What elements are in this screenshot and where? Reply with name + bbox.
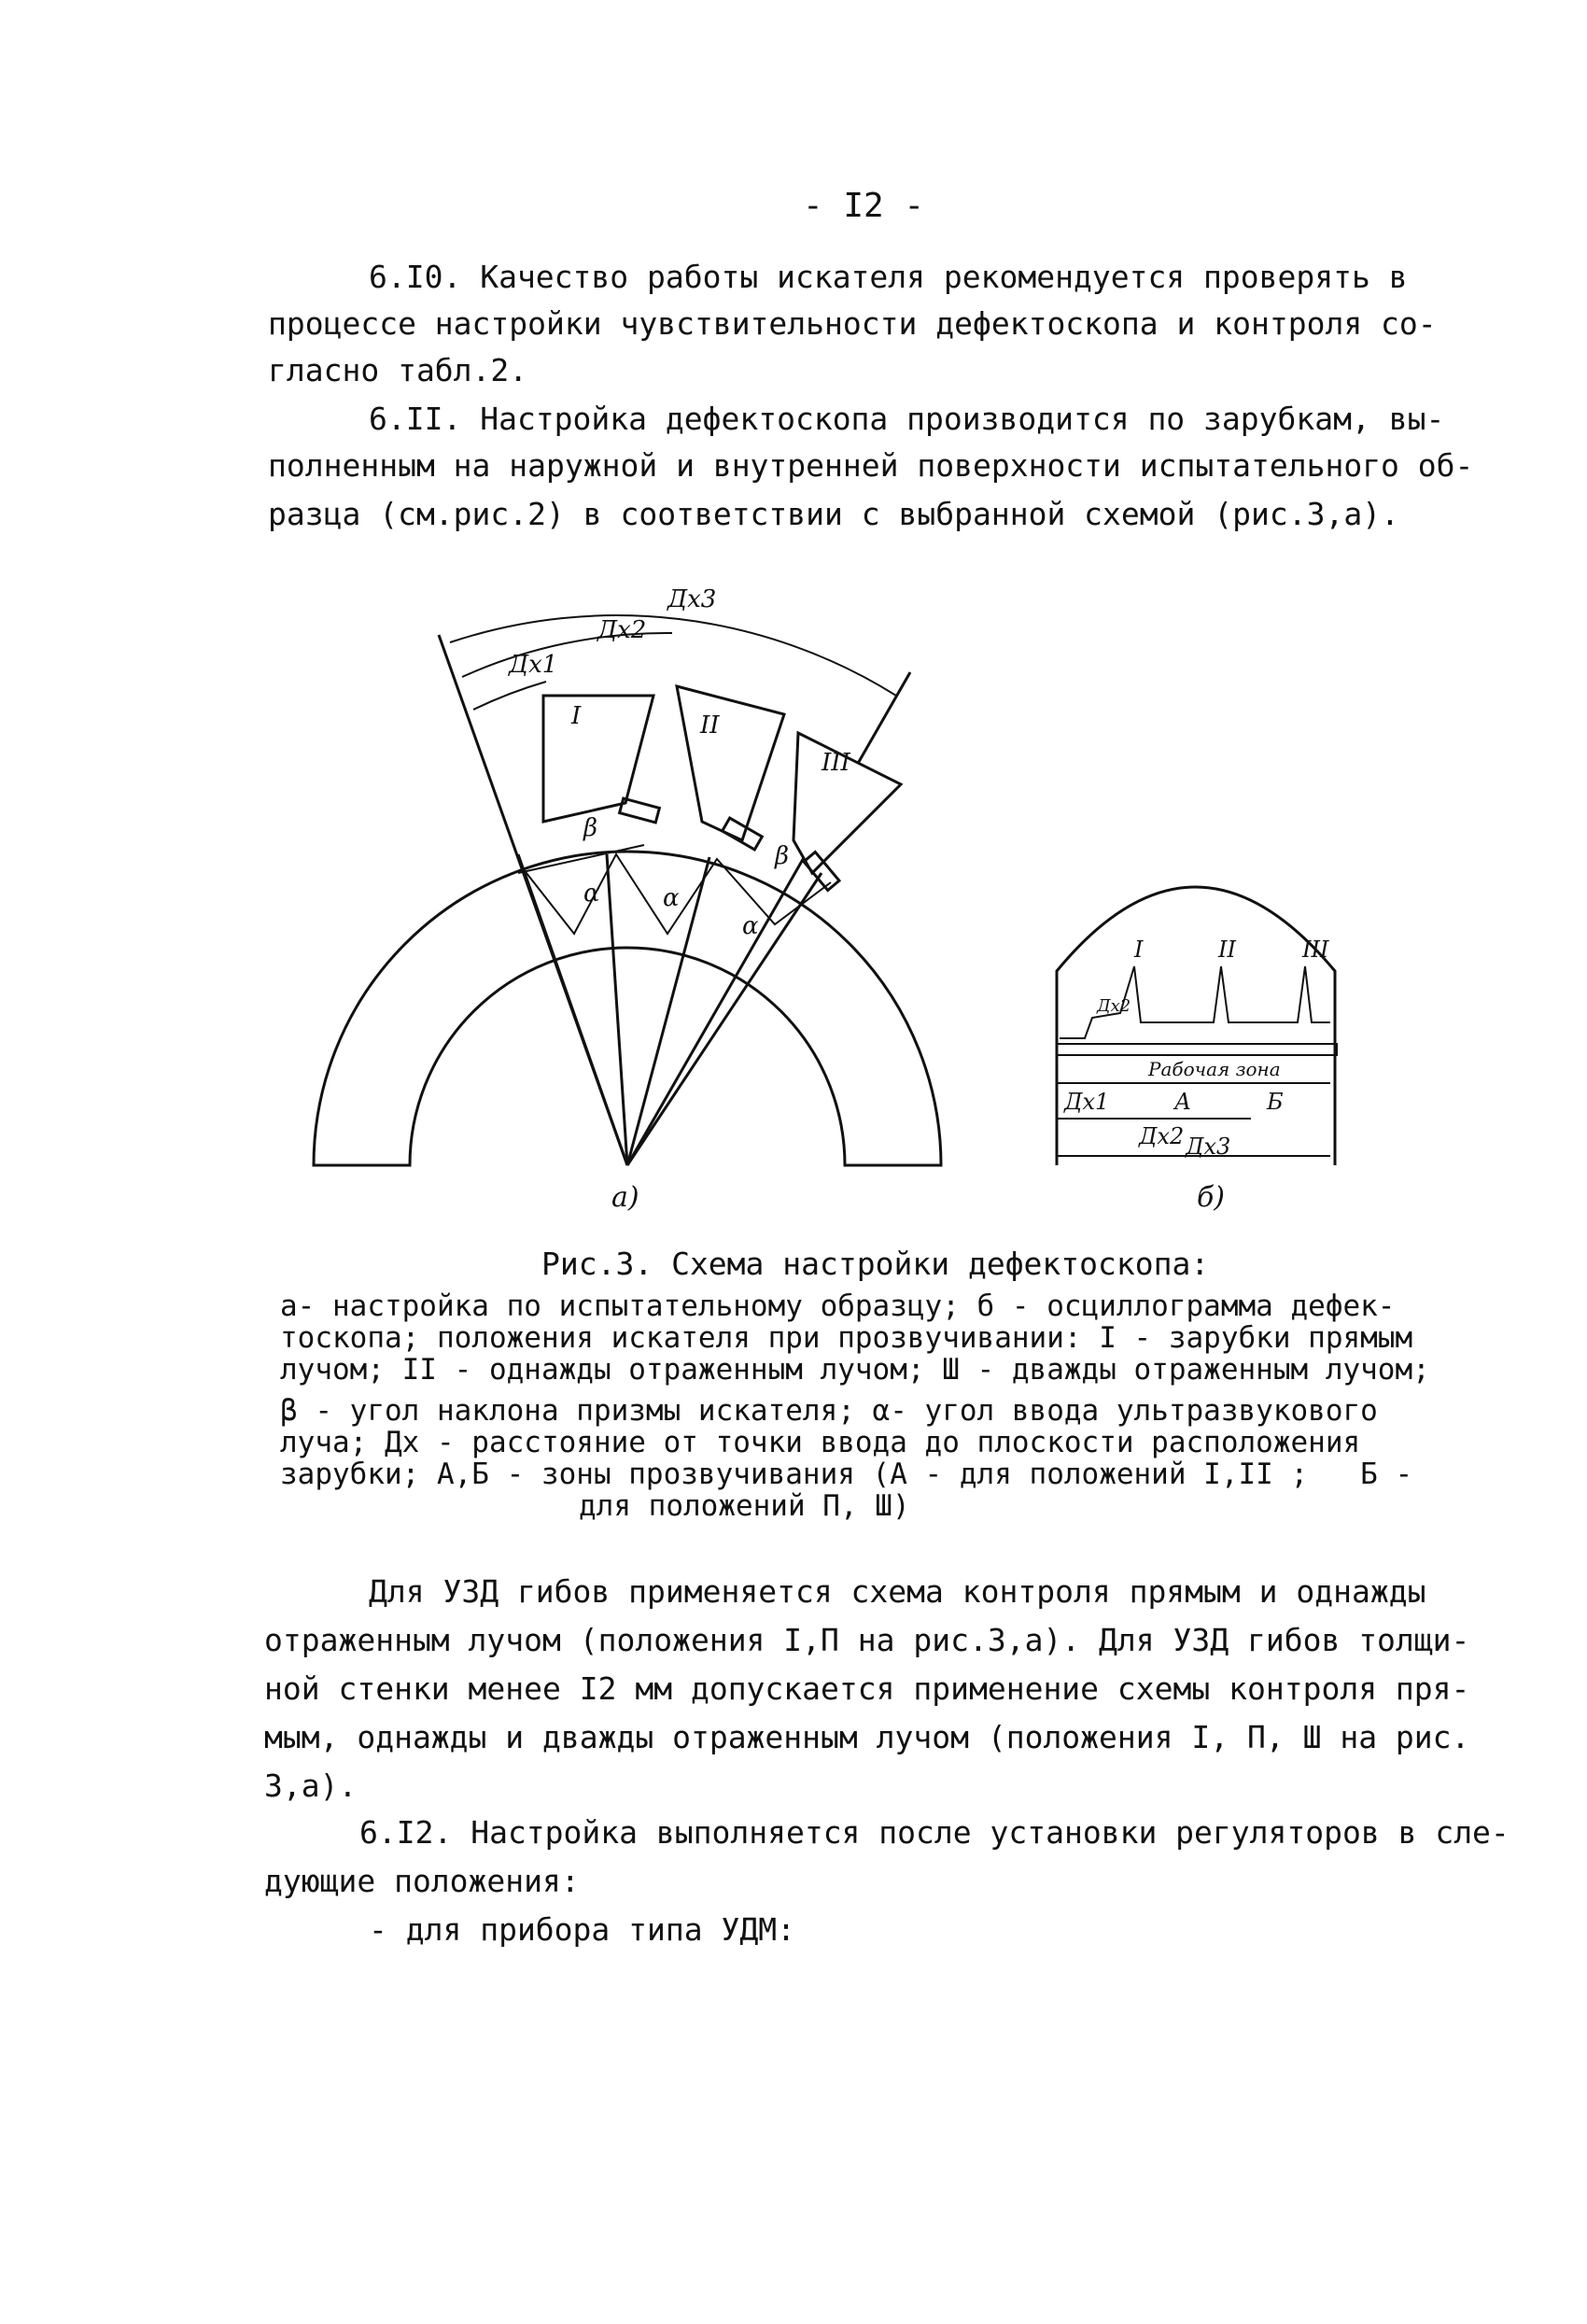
- figure-a: [314, 615, 941, 1165]
- label-alpha: α: [742, 912, 759, 940]
- specimen-ring: [314, 852, 941, 1165]
- figure-b-labels: [1063, 937, 1329, 1214]
- osc-label-dx1: Дх1: [1064, 1089, 1110, 1115]
- osc-label-dx3: Дх3: [1186, 1134, 1231, 1160]
- label-alpha: α: [583, 880, 600, 908]
- caption-line: β - угол наклона призмы искателя; α- угол ввода ультразвукового: [280, 1394, 1378, 1428]
- dimension-arc: [473, 682, 546, 710]
- paragraph-line: процессе настройки чувствительности дефектоскопа и контроля со-: [268, 305, 1437, 342]
- caption-line: тоскопа; положения искателя при прозвучивании: I - зарубки прямым: [280, 1321, 1413, 1355]
- caption-line: луча; Дх - расстояние от точки ввода до плоскости расположения: [280, 1426, 1361, 1459]
- label-dx3: Дх3: [667, 585, 717, 613]
- paragraph-line: дующие положения:: [264, 1863, 580, 1899]
- label-beta: β: [583, 814, 598, 842]
- label-pos3: III: [822, 749, 850, 777]
- osc-label-pos3: III: [1302, 937, 1329, 963]
- paragraph-line: - для прибора типа УДМ:: [369, 1911, 795, 1948]
- scale-bar: [1057, 1044, 1337, 1055]
- osc-label-dx-small: Дх2: [1097, 996, 1131, 1016]
- zone-b-label: Б: [1267, 1089, 1284, 1115]
- paragraph-line: ной стенки менее I2 мм допускается применение схемы контроля пря-: [264, 1670, 1470, 1707]
- subfigure-a-label: а): [611, 1181, 639, 1214]
- caption-line: для положений П, Ш): [579, 1489, 910, 1523]
- paragraph-line: Для УЗД гибов применяется схема контроля прямым и однажды: [369, 1573, 1426, 1610]
- label-dx1: Дх1: [509, 651, 558, 679]
- paragraph-line: отраженным лучом (положения I,П на рис.3,а). Для УЗД гибов толщи-: [264, 1622, 1470, 1658]
- paragraph-line: разца (см.рис.2) в соответствии с выбранной схемой (рис.3,а).: [268, 496, 1399, 532]
- label-beta: β: [775, 842, 790, 870]
- caption-line: зарубки; А,Б - зоны прозвучивания (А - для положений I,II ; Б -: [280, 1458, 1413, 1491]
- work-zone-label: Рабочая зона: [1148, 1058, 1281, 1080]
- osc-label-pos2: II: [1218, 937, 1236, 963]
- label-alpha: α: [663, 884, 680, 912]
- osc-label-dx2: Дх2: [1139, 1123, 1185, 1149]
- transducer-shoe: [804, 852, 839, 891]
- page-number: - I2 -: [803, 187, 925, 225]
- paragraph-line: 6.II. Настройка дефектоскопа производится по зарубкам, вы-: [369, 401, 1445, 437]
- figure-a-labels: [508, 585, 851, 1214]
- figure-b: [1057, 887, 1337, 1165]
- paragraph-line: полненным на наружной и внутренней поверхности испытательного об-: [268, 447, 1474, 484]
- paragraph-line: мым, однажды и дважды отраженным лучом (положения I, П, Ш на рис.: [264, 1719, 1470, 1755]
- osc-label-pos1: I: [1134, 937, 1144, 963]
- paragraph-line: гласно табл.2.: [268, 352, 528, 388]
- paragraph-line: 6.I0. Качество работы искателя рекомендуется проверять в: [369, 259, 1408, 295]
- oscillogram-frame: [1057, 887, 1335, 1165]
- label-dx2: Дх2: [597, 616, 647, 644]
- caption-line: лучом; II - однажды отраженным лучом; Ш - дважды отраженным лучом;: [280, 1353, 1430, 1387]
- paragraph-line: 3,а).: [264, 1768, 358, 1804]
- label-pos2: II: [700, 711, 720, 739]
- subfigure-b-label: б): [1197, 1181, 1226, 1214]
- zone-a-label: А: [1174, 1089, 1192, 1115]
- figure-caption-title: Рис.3. Схема настройки дефектоскопа:: [541, 1246, 1210, 1282]
- label-pos1: I: [571, 702, 582, 730]
- caption-line: а- настройка по испытательному образцу; б - осциллограмма дефек-: [280, 1289, 1396, 1323]
- paragraph-line: 6.I2. Настройка выполняется после установки регуляторов в сле-: [359, 1814, 1510, 1851]
